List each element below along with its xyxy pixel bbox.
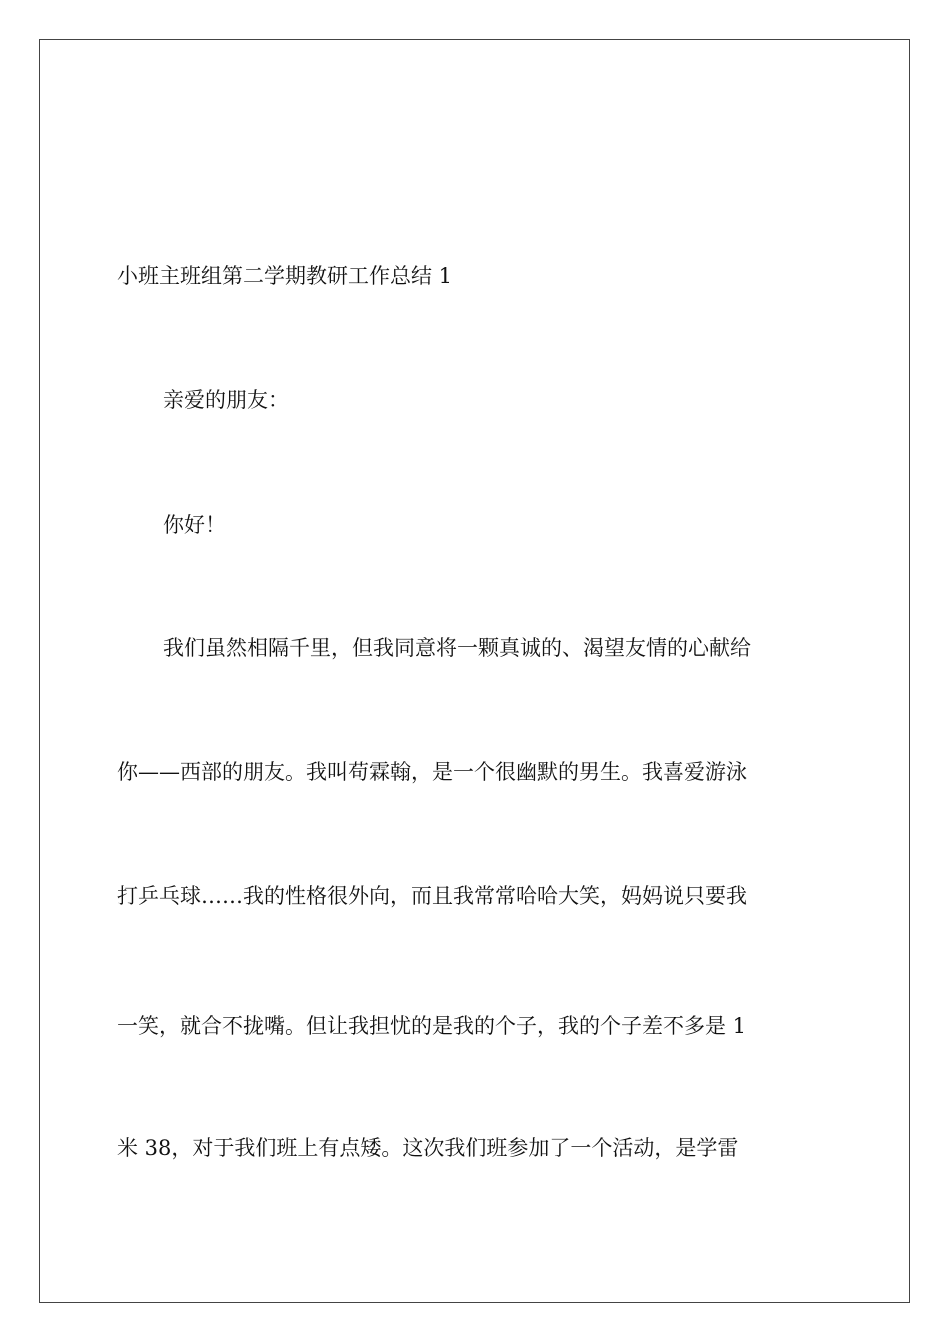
page-border: [39, 39, 910, 1303]
salutation: 亲爱的朋友：: [163, 388, 289, 412]
greeting: 你好！: [163, 513, 226, 537]
body-line-3: 打乒乓球……我的性格很外向，而且我常常哈哈大笑，妈妈说只要我: [117, 884, 747, 908]
body-line-5: 米 38，对于我们班上有点矮。这次我们班参加了一个活动，是学雷: [117, 1136, 739, 1160]
body-line-1: 我们虽然相隔千里，但我同意将一颗真诚的、渴望友情的心献给: [163, 636, 751, 660]
document-title: 小班主班组第二学期教研工作总结 1: [117, 264, 453, 288]
body-line-4: 一笑，就合不拢嘴。但让我担忧的是我的个子，我的个子差不多是 1: [117, 1014, 747, 1038]
body-line-2: 你——西部的朋友。我叫苟霖翰，是一个很幽默的男生。我喜爱游泳: [117, 760, 747, 784]
